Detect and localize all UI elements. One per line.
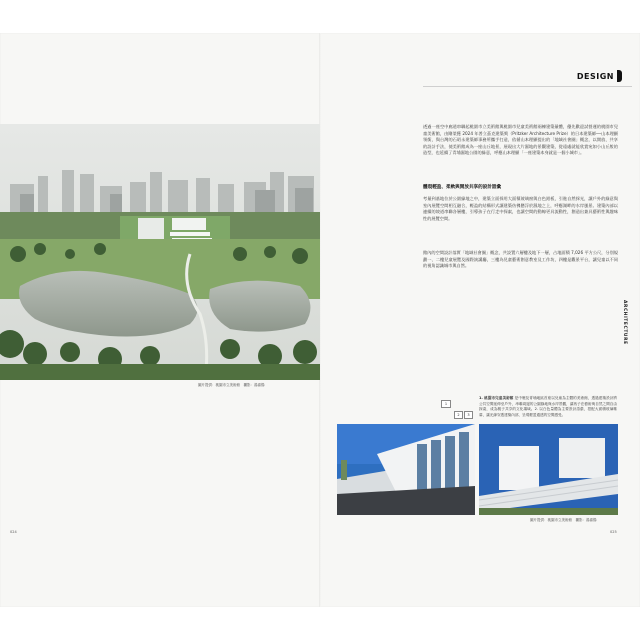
- small-photos-caption: 圖片提供：桃園市立美術館 攝影：湯嘉揚: [530, 518, 597, 522]
- note-text: 是中壢及青埔地區首座以兒童為主體的美術館，透過建築設計將公共空間延伸至戶外，串聯周邊的公園綠地與水岸景觀，讓孩子在藝術與自然之間自由探索，成為親子共享的文化場域。2. 以白色量體為主要設計語彙，搭配大面積玻璃帷幕，讓光線穿透建築內部，呈現輕盈通透的空間感受。: [479, 396, 617, 417]
- note-title: 1. 桃園市兒童美術館: [479, 396, 514, 400]
- design-mark-icon: [617, 70, 622, 82]
- big-photo-caption: 圖片提供：桃園市立美術館 攝影：湯嘉揚: [198, 383, 265, 387]
- aerial-photo: [0, 124, 320, 380]
- section-subhead: 體現輕盈、柔軟與開放共享的設計語彙: [423, 185, 502, 190]
- photo-index-box-3: 3: [464, 411, 473, 419]
- body-paragraph-3: 館內的空間設計落實「地域社會圈」概念，共設置六層樓及地下一層，占地面積 7,026 平方公尺，分別規劃一、二樓兒童展覽及國際演講廳，三樓為兒童藝術創意教室及工作坊，四樓是觀景平台，讓兒童以不同的視角認識城市與自然。: [423, 250, 618, 269]
- body-paragraph-1: 透過一座空中廊道串聯起桃園市立美術館與桃園市兒童美術館兩棟建築量體，優先歡迎試營運的桃園市兒童美術館，由剛榮獲 2024 年普立茲克建築獎（Pritzker Architecture Prize）的日本建築師──山本理顯領銜，與台灣的石昭永建築師事務所攜手打造，依循山本理顯提出的「地域社會圈」概念，以開放、共享的設計手法，使美術館成為一座山丘地景，展現出大片濕地的景觀建築，從遠處就能欣賞宛如小山丘般的造型，也延續了青埔濕地公園的綠意，呼應山本理顯「一座建築本身就是一個小城市」。: [423, 124, 618, 156]
- section-header: [577, 70, 622, 82]
- photo-index-box-1: 1: [441, 400, 451, 408]
- header-rule: [423, 86, 632, 87]
- building-photo-right: [479, 424, 618, 515]
- side-section-label: ARCHITECTURE: [622, 300, 627, 345]
- design-label: DESIGN: [576, 71, 614, 81]
- body-paragraph-2: 考量到基地位於公園綠地之中，建築立面採用大面積玻璃窗與白色鋁板，引進自然採光，讓戶外的綠意與室內展覽空間相互融合，輕盈的結構形式讓建築彷彿懸浮於濕地之上，呼應湖畔的水岸風景。建築內部以連續的坡道串聯各層樓，引導孩子在行走中探索，也讓空間的動線更具流動性，創造出兼具藝術性與趣味性的展覽空間。: [423, 196, 618, 221]
- photo-notes: [479, 396, 617, 418]
- page-number-left: 024: [10, 530, 17, 534]
- building-photo-left: [337, 424, 475, 515]
- photo-index-box-2: 2: [454, 411, 463, 419]
- page-number-right: 025: [610, 530, 617, 534]
